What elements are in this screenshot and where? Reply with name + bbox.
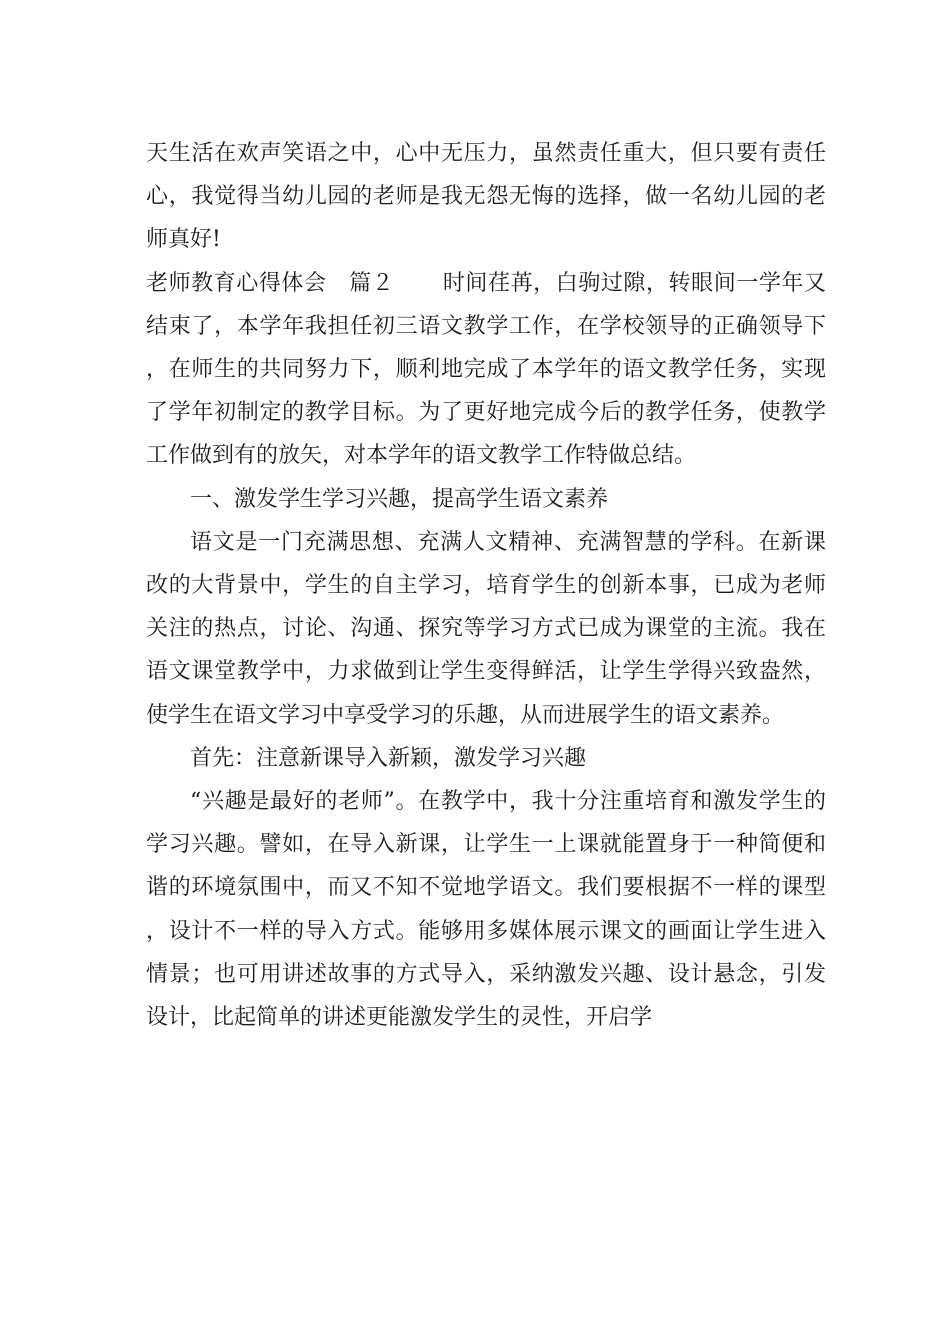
- paragraph-section-two: [146, 262, 826, 478]
- section-title: 老师教育心得体会 篇２: [146, 270, 395, 296]
- paragraph-continuation: 天生活在欢声笑语之中，心中无压力，虽然责任重大，但只要有责任心，我觉得当幼儿园的老师是我无怨无悔的选择，做一名幼儿园的老师真好!: [146, 141, 826, 253]
- subheading-interest: 一、激发学生学习兴趣，提高学生语文素养: [190, 486, 609, 512]
- subheading-first: 首先：注意新课导入新颖，激发学习兴趣: [190, 745, 587, 771]
- paragraph-interest-teacher: “兴趣是最好的老师”。在教学中，我十分注重培育和激发学生的学习兴趣。譬如，在导入新课，让学生一上课就能置身于一种简便和谐的环境氛围中，而又不知不觉地学语文。我们要根据不一样的课型，设计不一样的导入方式。能够用多媒体展示课文的画面让学生进入情景；也可用讲述故事的方式导入，采纳激发兴趣、设计悬念，引发设计，比起简单的讲述更能激发学生的灵性，开启学: [146, 789, 826, 1031]
- body-text: [146, 132, 826, 1039]
- paragraph-chinese-subject: 语文是一门充满思想、充满人文精神、充满智慧的学科。在新课改的大背景中，学生的自主学习，培育学生的创新本事，已成为老师关注的热点，讨论、沟通、探究等学习方式已成为课堂的主流。我在语文课堂教学中，力求做到让学生变得鲜活，让学生学得兴致盎然，使学生在语文学习中享受学习的乐趣，从而进展学生的语文素养。: [146, 529, 826, 728]
- section-intro: 时间荏苒，白驹过隙，转眼间一学年又结束了，本学年我担任初三语文教学工作，在学校领导的正确领导下，在师生的共同努力下，顺利地完成了本学年的语文教学任务，实现了学年初制定的教学目标。为了更好地完成今后的教学任务，使教学工作做到有的放矢，对本学年的语文教学工作特做总结。: [146, 270, 826, 469]
